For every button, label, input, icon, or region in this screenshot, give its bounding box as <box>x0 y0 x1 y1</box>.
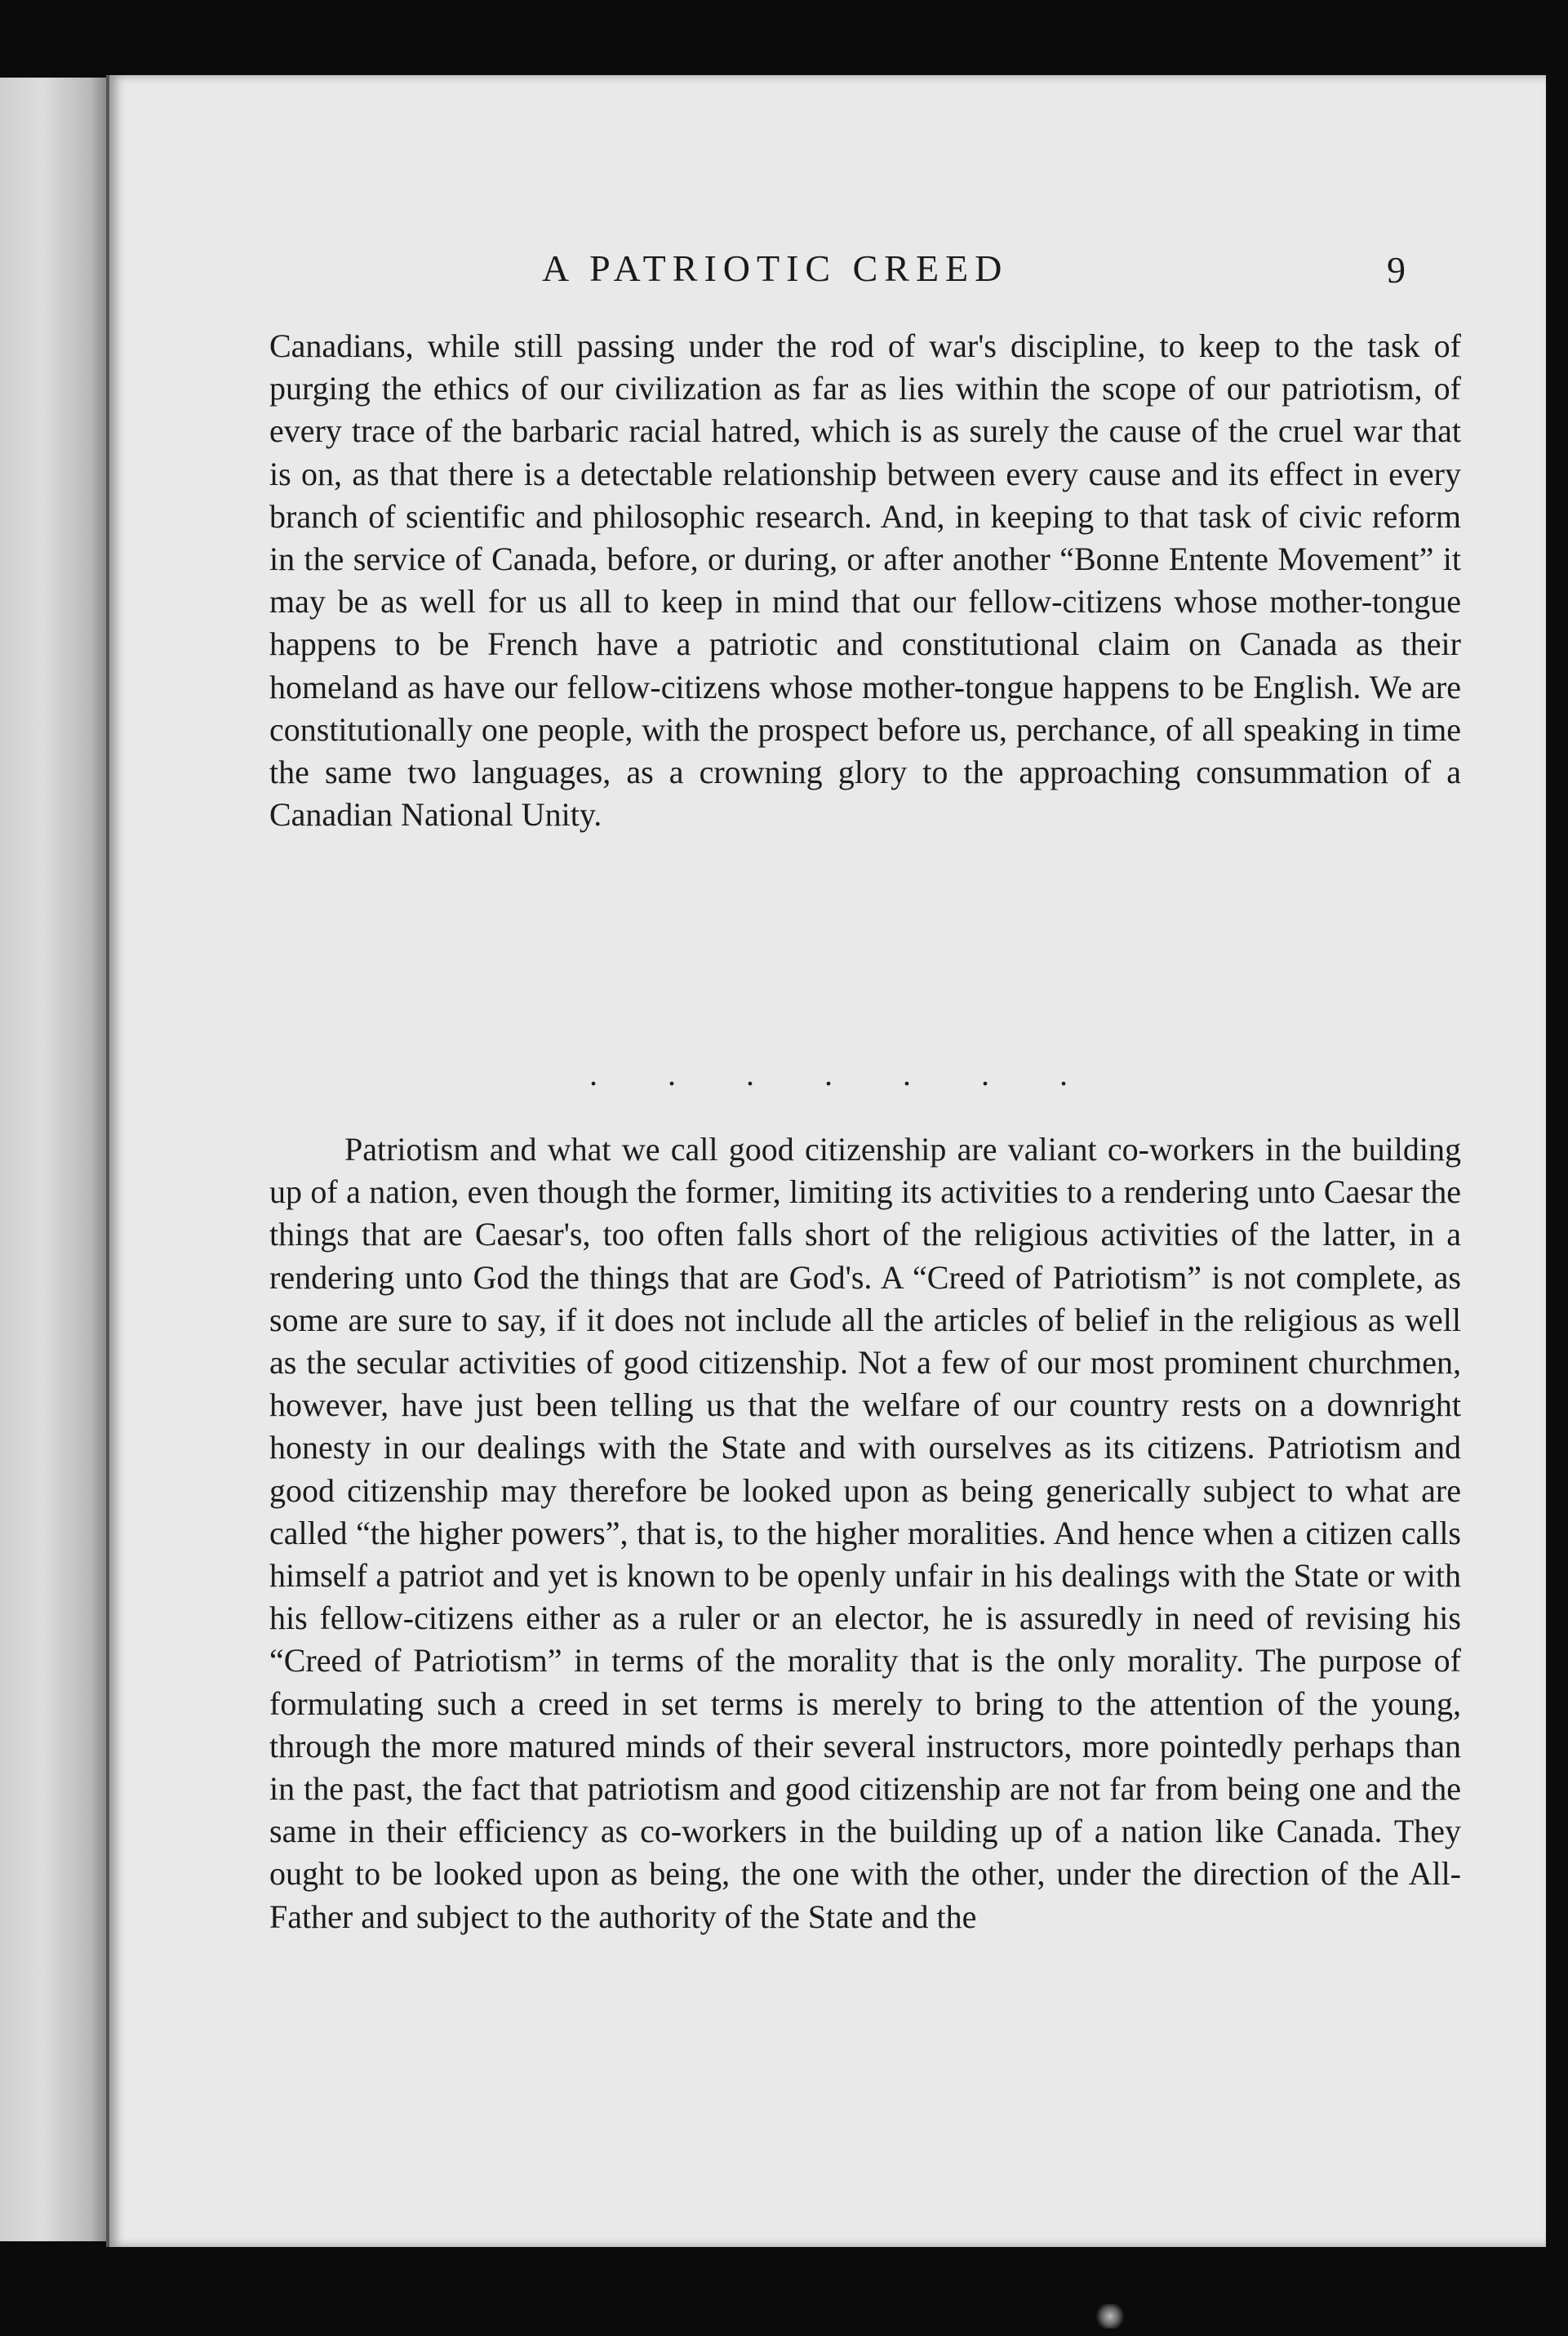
page-number: 9 <box>1387 249 1406 291</box>
scan-speck <box>1094 2304 1126 2329</box>
running-title: A PATRIOTIC CREED <box>542 247 1009 289</box>
running-head <box>109 247 1546 304</box>
book-page <box>106 75 1546 2247</box>
body-paragraph-2: Patriotism and what we call good citizenship are valiant co-workers in the building up of a nation, even though the former, limiting its activities to a rendering unto Caesar the things that are Caesar's, too often falls short of the religious activities of the latter, in a rendering unto God the things that are God's. A “Creed of Patriotism” is not complete, as some are sure to say, if it does not include all the articles of belief in the religious as well as the secular activities of good citizenship. Not a few of our most prominent churchmen, however, have just been telling us that the welfare of our country rests on a downright honesty in our dealings with the State and with ourselves as its citizens. Patriotism and good citizenship may therefore be looked upon as being generically subject to what are called “the higher powers”, that is, to the higher moralities. And hence when a citizen calls himself a patriot and yet is known to be openly unfair in his dealings with the State or with his fellow-citizens either as a ruler or an elector, he is assuredly in need of revising his “Creed of Patriotism” in terms of the morality that is the only morality. The purpose of formulating such a creed in set terms is merely to bring to the attention of the young, through the more matured minds of their several instructors, more pointedly perhaps than in the past, the fact that patriotism and good citizenship are not far from being one and the same in their efficiency as co-workers in the building up of a nation like Canada. They ought to be looked upon as being, the one with the other, under the direction of the All-Father and subject to the authority of the State and the <box>269 1131 1461 1935</box>
section-separator: . . . . . . . <box>589 1056 1099 1092</box>
body-paragraph-1: Canadians, while still passing under the rod of war's discipline, to keep to the task of purging the ethics of our civilization as far as lies within the scope of our patriotism, of every trace of the barbaric racial hatred, which is as surely the cause of the cruel war that is on, as that there is a detectable relationship between every cause and its effect in every branch of scientific and philosophic research. And, in keeping to that task of civic reform in the service of Canada, before, or during, or after another “Bonne Entente Movement” it may be as well for us all to keep in mind that our fellow-citizens whose mother-tongue happens to be French have a patriotic and constitutional claim on Canada as their homeland as have our fellow-citizens whose mother-tongue happens to be English. We are constitutionally one people, with the prospect before us, perchance, of all speaking in time the same two languages, as a crowning glory to the approaching consummation of a Canadian National Unity. <box>269 327 1461 834</box>
left-page-edge <box>0 78 109 2241</box>
